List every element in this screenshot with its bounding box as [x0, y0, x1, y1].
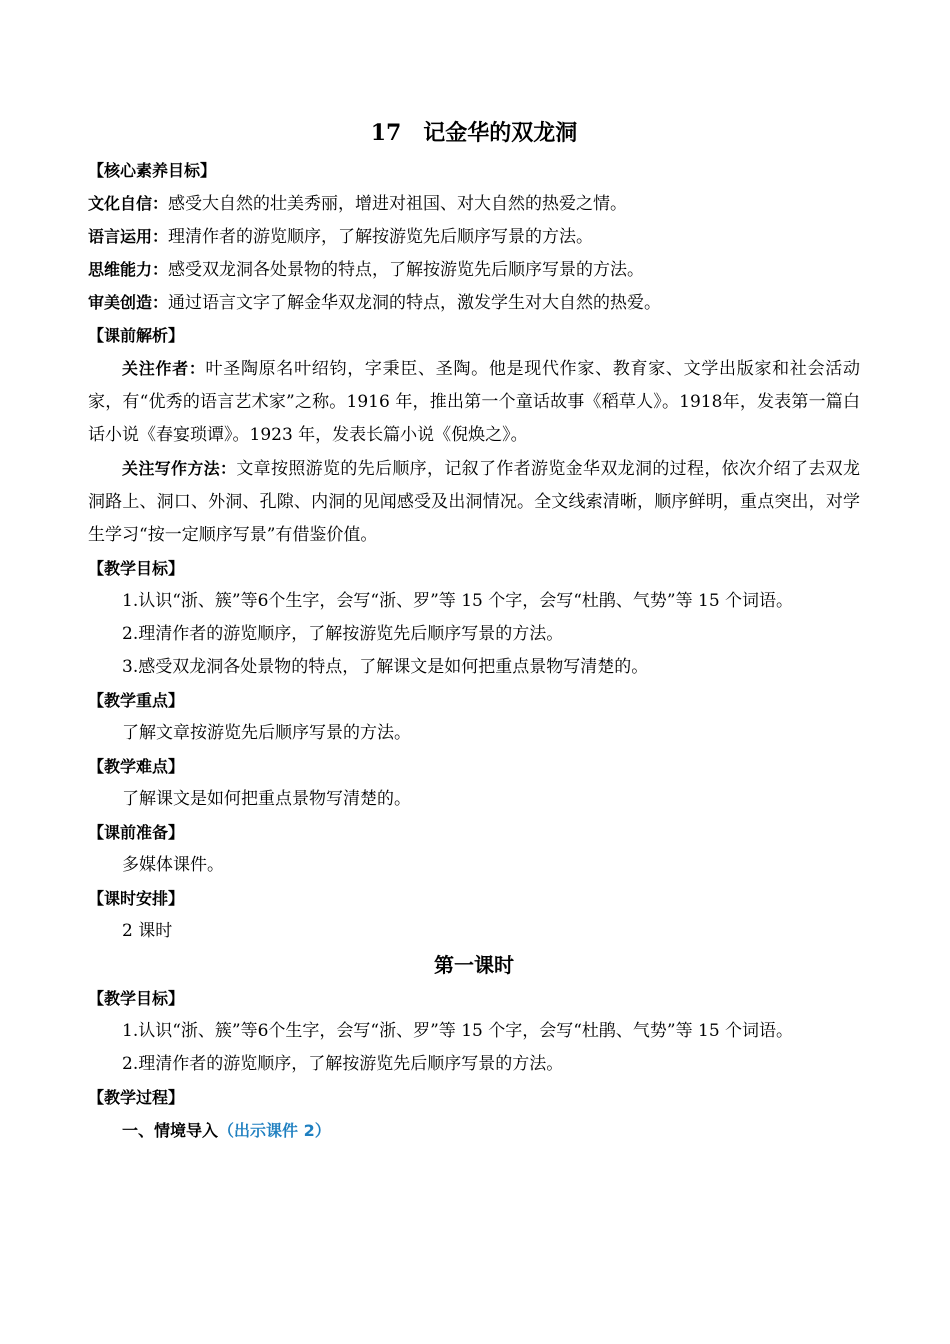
difficulties-heading: 【教学难点】: [88, 757, 185, 776]
teaching-goal-item: 1.认识“浙、簇”等6个生字，会写“浙、罗”等 15 个字，会写“杜鹃、气势”等 15 个词语。: [122, 591, 794, 611]
method-text: 文章按照游览的先后顺序，记叙了作者游览金华双龙洞的过程，依次介绍了去双龙洞路上、洞口、外洞、孔隙、内洞的见闻感受及出洞情况。全文线索清晰，顺序鲜明，重点突出，对学生学习“按一定顺序写景”有借鉴价值。: [88, 459, 860, 545]
core-goal-text: 感受双龙洞各处景物的特点，了解按游览先后顺序写景的方法。: [168, 260, 645, 280]
core-goal-item: [88, 286, 860, 319]
preparation-text: 多媒体课件。: [122, 855, 224, 875]
core-goal-text: 感受大自然的壮美秀丽，增进对祖国、对大自然的热爱之情。: [168, 194, 628, 214]
preparation-heading: 【课前准备】: [88, 823, 185, 842]
lesson1-goal-item: 2.理清作者的游览顺序，了解按游览先后顺序写景的方法。: [122, 1054, 564, 1074]
core-goal-label: 审美创造：: [88, 293, 169, 312]
lesson-title: 17 记金华的双龙洞: [370, 120, 578, 146]
core-goal-item: [88, 253, 860, 286]
core-goal-text: 通过语言文字了解金华双龙洞的特点，激发学生对大自然的热爱。: [168, 293, 662, 313]
core-goal-label: 文化自信：: [88, 194, 169, 213]
author-label: 关注作者：: [122, 359, 206, 378]
core-goals-heading: 【核心素养目标】: [88, 161, 217, 180]
difficulties-text: 了解课文是如何把重点景物写清楚的。: [122, 789, 411, 809]
lesson1-process-heading: 【教学过程】: [88, 1088, 185, 1107]
lesson1-goals-heading: 【教学目标】: [88, 989, 185, 1008]
core-goal-text: 理清作者的游览顺序，了解按游览先后顺序写景的方法。: [168, 227, 594, 247]
method-label: 关注写作方法：: [122, 459, 237, 478]
method-paragraph: [88, 452, 860, 552]
teaching-goals-heading: 【教学目标】: [88, 559, 185, 578]
key-points-heading: 【教学重点】: [88, 691, 185, 710]
lesson1-step1: [88, 1114, 860, 1147]
schedule-text: 2 课时: [122, 921, 173, 941]
lesson1-goal-item: 1.认识“浙、簇”等6个生字，会写“浙、罗”等 15 个字，会写“杜鹃、气势”等 15 个词语。: [122, 1021, 794, 1041]
core-goal-label: 语言运用：: [88, 227, 169, 246]
author-paragraph: [88, 352, 860, 452]
core-goal-label: 思维能力：: [88, 260, 169, 279]
schedule-heading: 【课时安排】: [88, 889, 185, 908]
teaching-goal-item: 2.理清作者的游览顺序，了解按游览先后顺序写景的方法。: [122, 624, 564, 644]
teaching-goal-item: 3.感受双龙洞各处景物的特点，了解课文是如何把重点景物写清楚的。: [122, 657, 649, 677]
key-points-text: 了解文章按游览先后顺序写景的方法。: [122, 723, 411, 743]
lesson1-title: 第一课时: [434, 953, 514, 977]
author-text: 叶圣陶原名叶绍钧，字秉臣、圣陶。他是现代作家、教育家、文学出版家和社会活动家，有“优秀的语言艺术家”之称。1916 年，推出第一个童话故事《稻草人》。1918年，发表第一篇白话小说《春宴琐谭》。1923 年，发表长篇小说《倪焕之》。: [88, 359, 860, 445]
lesson1-step1-label: 一、情境导入: [122, 1121, 219, 1140]
pre-analysis-heading: 【课前解析】: [88, 326, 185, 345]
document-content: [88, 116, 860, 1147]
courseware-reference: （出示课件 2）: [218, 1121, 331, 1140]
core-goal-item: [88, 187, 860, 220]
core-goal-item: [88, 220, 860, 253]
